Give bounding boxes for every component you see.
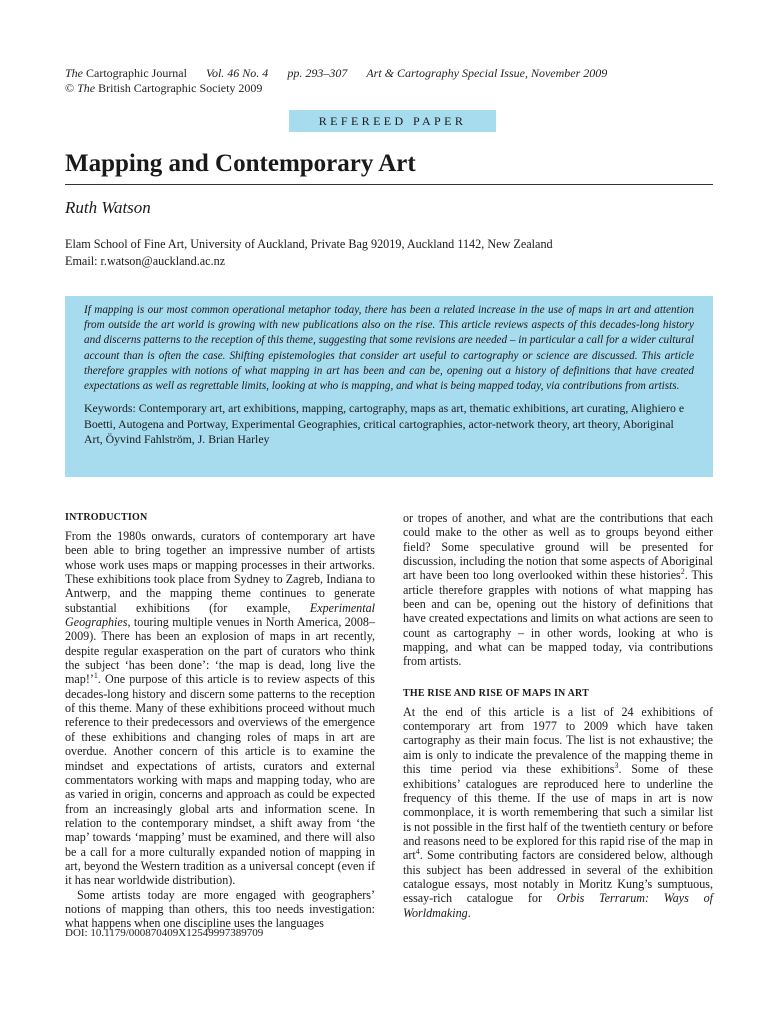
- journal-pages: pp. 293–307: [287, 66, 348, 80]
- title-divider: [65, 184, 713, 185]
- journal-issue: Art & Cartography Special Issue, November 2009: [366, 66, 608, 80]
- italic-title-experimental-geographies: Experimental Geographies: [65, 600, 375, 630]
- copyright-text: British Cartographic Society 2009: [98, 81, 263, 95]
- keywords: Keywords: Contemporary art, art exhibitions, mapping, cartography, maps as art, thematic exhibitions, art curating, Alighiero e Boetti, Autogena and Portway, Experimental Geographies, critical cartographies, actor-network theory, art theory, Aboriginal Art, Öyvind Fahlström, J. Brian Harley: [84, 401, 685, 447]
- journal-name-italic: The: [65, 66, 83, 80]
- right-column: [403, 511, 713, 920]
- left-column: [65, 511, 375, 931]
- text-run: . Some contributing factors are considered below, although this subject has been addressed in several of the exhibition catalogue essays, most notably in Moritz Kung’s sumptuous, essay-rich catalogue for: [403, 848, 713, 906]
- copyright-line: [65, 81, 262, 96]
- text-run: . Some of these exhibitions’ catalogues are reproduced here to underline the frequency of this theme. If the use of maps in art is now commonplace, it is worth remembering that such a similar list is not possible in the first half of the twentieth century or before and reasons need to be explored for this rapid rise of the map in art: [403, 762, 713, 863]
- footnote-ref-3[interactable]: 3: [614, 761, 619, 771]
- abstract-box: [65, 296, 713, 477]
- journal-header: [65, 66, 607, 81]
- intro-paragraph-continued: [403, 511, 713, 669]
- text-run: . One purpose of this article is to review aspects of this decades-long history and discern some patterns to the reception of this theme. Many of these exhibitions proceed without much reference to their predecessors and overviews of the emergence of these exhibitions and changing roles of maps in art are overdue. Another concern of this article is to examine the mindset and expectations of artists, curators and external commentators working with maps and mapping today, who are as varied in origin, concerns and approach as could be expected from an increasingly global arts and information scene. In relation to the contemporary mindset, a shift away from ‘the map’ towards ‘mapping’ must be examined, and there will also be a call for a more culturally expanded notion of mapping in art, beyond the Western tradition as a universal concept (even if it has near worldwide distribution).: [65, 672, 375, 888]
- text-run: From the 1980s onwards, curators of contemporary art have been able to bring together an impressive number of artists whose work uses maps or mapping processes in their artworks. These exhibitions took place from Sydney to Zagreb, Indiana to Antwerp, and the mapping theme continues to generate substantial exhibitions (for example,: [65, 529, 375, 615]
- section-heading-rise-of-maps: THE RISE AND RISE OF MAPS IN ART: [403, 687, 589, 699]
- text-run: , touring multiple venues in North America, 2008–2009). There has been an explosion of maps in art recently, despite regular exasperation on the part of curators who think the subject ‘has been done’: ‘the map is dead, long live the map!’: [65, 615, 375, 687]
- intro-paragraph-2: Some artists today are more engaged with geographers’ notions of mapping than others, this too needs investigation: what happens when one discipline uses the languages: [65, 887, 375, 931]
- section-heading-introduction: INTRODUCTION: [65, 512, 148, 523]
- article-title: Mapping and Contemporary Art: [65, 150, 416, 177]
- text-run: or tropes of another, and what are the contributions that each could make to the other as well as to groups beyond either field? Some speculative ground will be presented for discussion, including the notion that some aspects of Aboriginal art have been too long overlooked within these histories: [403, 511, 713, 583]
- abstract-text: If mapping is our most common operational metaphor today, there has been a related increase in the use of maps in art and attention from outside the art world is growing with new publications also on the rise. This article reviews aspects of this decades-long history and discerns patterns to the reception of this theme, suggesting that some revisions are needed – in particular a call for a wider cultural account than is often the case. Shifting epistemologies that consider art useful to cartography or science are discussed. This article therefore grapples with notions of what mapping in art has been and can be, opening out a history of definitions that have created expectations as well as regrettable limits, looking at who is mapping, and what is being mapped today, via contributions from artists.: [84, 304, 694, 393]
- author-affiliation-block: [65, 236, 553, 270]
- text-run: . This article therefore grapples with notions of what mapping has been and can be, opening out the history of definitions that have created expectations and limits on what actions are seen to count as cartography – in other words, looking at who is mapping, and what can be mapped today, via contributions from artists.: [403, 568, 713, 669]
- journal-volume: Vol. 46 No. 4: [205, 66, 269, 80]
- affiliation: Elam School of Fine Art, University of Auckland, Private Bag 92019, Auckland 1142, New Zealand: [65, 237, 553, 251]
- email: Email: r.watson@auckland.ac.nz: [65, 254, 226, 268]
- text-run: At the end of this article is a list of 24 exhibitions of contemporary art from 1977 to 2009 which have taken cartography as their main focus. The list is not exhaustive; the aim is only to indicate the prevalence of the mapping theme in this time period via these exhibitions: [403, 704, 713, 777]
- footnote-ref-1[interactable]: 1: [93, 671, 98, 681]
- author-name: Ruth Watson: [65, 198, 151, 217]
- copyright-symbol: ©: [65, 81, 75, 95]
- italic-title-orbis-terrarum: Orbis Terrarum: Ways of Worldmaking: [403, 891, 714, 920]
- intro-paragraph-1: [65, 529, 375, 888]
- journal-name: Cartographic Journal: [86, 66, 187, 80]
- refereed-paper-badge: REFEREED PAPER: [289, 110, 496, 132]
- rise-paragraph-1: [403, 705, 713, 920]
- footnote-ref-2[interactable]: 2: [680, 567, 685, 577]
- text-run: .: [467, 905, 471, 920]
- copyright-italic: The: [77, 81, 96, 95]
- doi[interactable]: DOI: 10.1179/000870409X12549997389709: [65, 927, 264, 939]
- footnote-ref-4[interactable]: 4: [415, 847, 420, 857]
